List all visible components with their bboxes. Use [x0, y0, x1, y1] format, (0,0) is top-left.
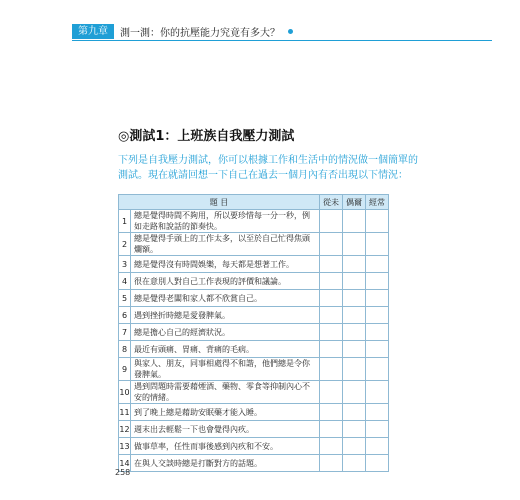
- header-divider: [72, 40, 492, 41]
- answer-cell-sometimes[interactable]: [343, 273, 366, 290]
- answer-cell-often[interactable]: [366, 233, 389, 256]
- answer-cell-never[interactable]: [320, 210, 343, 233]
- row-question: 週末出去輕鬆一下也會覺得內疚。: [131, 421, 320, 438]
- answer-cell-sometimes[interactable]: [343, 381, 366, 404]
- table-row: [119, 324, 389, 341]
- answer-cell-sometimes[interactable]: [343, 233, 366, 256]
- answer-cell-often[interactable]: [366, 404, 389, 421]
- table-row: [119, 404, 389, 421]
- row-question: 到了晚上總是藉助安眠藥才能入睡。: [131, 404, 320, 421]
- answer-cell-often[interactable]: [366, 381, 389, 404]
- answer-cell-sometimes[interactable]: [343, 438, 366, 455]
- answer-cell-never[interactable]: [320, 233, 343, 256]
- table-row: [119, 421, 389, 438]
- answer-cell-never[interactable]: [320, 421, 343, 438]
- test-intro: 下列是自我壓力測試，你可以根據工作和生活中的情況做一個簡單的測試。現在就請回想一下自己在過去一個月內有否出現以下情況：: [118, 155, 418, 181]
- answer-cell-sometimes[interactable]: [343, 307, 366, 324]
- table-row: [119, 273, 389, 290]
- answer-cell-often[interactable]: [366, 273, 389, 290]
- row-number: 9: [119, 358, 131, 381]
- answer-cell-often[interactable]: [366, 307, 389, 324]
- row-number: 11: [119, 404, 131, 421]
- answer-cell-never[interactable]: [320, 381, 343, 404]
- answer-cell-often[interactable]: [366, 256, 389, 273]
- answer-cell-never[interactable]: [320, 358, 343, 381]
- chapter-header: [72, 24, 293, 39]
- answer-cell-often[interactable]: [366, 438, 389, 455]
- answer-cell-never[interactable]: [320, 341, 343, 358]
- row-number: 10: [119, 381, 131, 404]
- stress-test-table: [118, 194, 389, 472]
- answer-cell-sometimes[interactable]: [343, 404, 366, 421]
- row-question: 與家人、朋友，同事相處得不和諧，他們總是令你發脾氣。: [131, 358, 320, 381]
- answer-cell-often[interactable]: [366, 358, 389, 381]
- chapter-tag: 第九章: [72, 24, 114, 39]
- row-number: 13: [119, 438, 131, 455]
- table-header-row: [119, 195, 389, 210]
- table-row: [119, 307, 389, 324]
- row-question: 總是覺得時間不夠用，所以要珍惜每一分一秒，例如走路和說話的節奏快。: [131, 210, 320, 233]
- row-question: 遇到挫折時總是愛發脾氣。: [131, 307, 320, 324]
- row-number: 1: [119, 210, 131, 233]
- answer-cell-often[interactable]: [366, 290, 389, 307]
- header-item: 題 目: [119, 195, 320, 210]
- row-number: 3: [119, 256, 131, 273]
- answer-cell-never[interactable]: [320, 256, 343, 273]
- bullet-dot-icon: [288, 29, 293, 34]
- table-row: [119, 256, 389, 273]
- answer-cell-often[interactable]: [366, 210, 389, 233]
- table-row: [119, 210, 389, 233]
- row-number: 14: [119, 455, 131, 472]
- row-number: 4: [119, 273, 131, 290]
- answer-cell-sometimes[interactable]: [343, 256, 366, 273]
- answer-cell-sometimes[interactable]: [343, 455, 366, 472]
- row-number: 12: [119, 421, 131, 438]
- row-number: 6: [119, 307, 131, 324]
- header-often: 經常: [366, 195, 389, 210]
- table-row: [119, 341, 389, 358]
- answer-cell-often[interactable]: [366, 421, 389, 438]
- table-row: [119, 290, 389, 307]
- answer-cell-sometimes[interactable]: [343, 421, 366, 438]
- answer-cell-sometimes[interactable]: [343, 358, 366, 381]
- chapter-title: 測一測：你的抗壓能力究竟有多大？: [120, 28, 280, 39]
- answer-cell-often[interactable]: [366, 324, 389, 341]
- row-question: 總是覺得手頭上的工作太多，以至於自己忙得焦頭爛額。: [131, 233, 320, 256]
- answer-cell-never[interactable]: [320, 404, 343, 421]
- row-number: 8: [119, 341, 131, 358]
- test-title: ◎測試1：上班族自我壓力測試: [118, 129, 295, 144]
- answer-cell-sometimes[interactable]: [343, 324, 366, 341]
- table-row: [119, 233, 389, 256]
- table-row: [119, 455, 389, 472]
- answer-cell-never[interactable]: [320, 455, 343, 472]
- row-question: 總是覺得沒有時間娛樂，每天都是想著工作。: [131, 256, 320, 273]
- answer-cell-never[interactable]: [320, 438, 343, 455]
- row-question: 最近有頭痛、胃痛、背痛的毛病。: [131, 341, 320, 358]
- row-question: 總是擔心自己的經濟狀況。: [131, 324, 320, 341]
- answer-cell-never[interactable]: [320, 307, 343, 324]
- table-row: [119, 358, 389, 381]
- row-question: 總是覺得老闆和家人都不欣賞自己。: [131, 290, 320, 307]
- page-number: 258: [115, 468, 131, 477]
- answer-cell-often[interactable]: [366, 341, 389, 358]
- table-row: [119, 438, 389, 455]
- answer-cell-never[interactable]: [320, 290, 343, 307]
- row-question: 遇到問題時需要藉煙酒、藥物、零食等抑制內心不安的情緒。: [131, 381, 320, 404]
- table-row: [119, 381, 389, 404]
- row-question: 很在意別人對自己工作表現的評價和議論。: [131, 273, 320, 290]
- answer-cell-sometimes[interactable]: [343, 341, 366, 358]
- row-number: 5: [119, 290, 131, 307]
- row-question: 在與人交談時總是打斷對方的話題。: [131, 455, 320, 472]
- row-number: 7: [119, 324, 131, 341]
- row-question: 做事草率，任性而事後感到內疚和不安。: [131, 438, 320, 455]
- answer-cell-never[interactable]: [320, 273, 343, 290]
- answer-cell-often[interactable]: [366, 455, 389, 472]
- answer-cell-sometimes[interactable]: [343, 210, 366, 233]
- header-never: 從未: [320, 195, 343, 210]
- answer-cell-sometimes[interactable]: [343, 290, 366, 307]
- header-sometimes: 偶爾: [343, 195, 366, 210]
- row-number: 2: [119, 233, 131, 256]
- answer-cell-never[interactable]: [320, 324, 343, 341]
